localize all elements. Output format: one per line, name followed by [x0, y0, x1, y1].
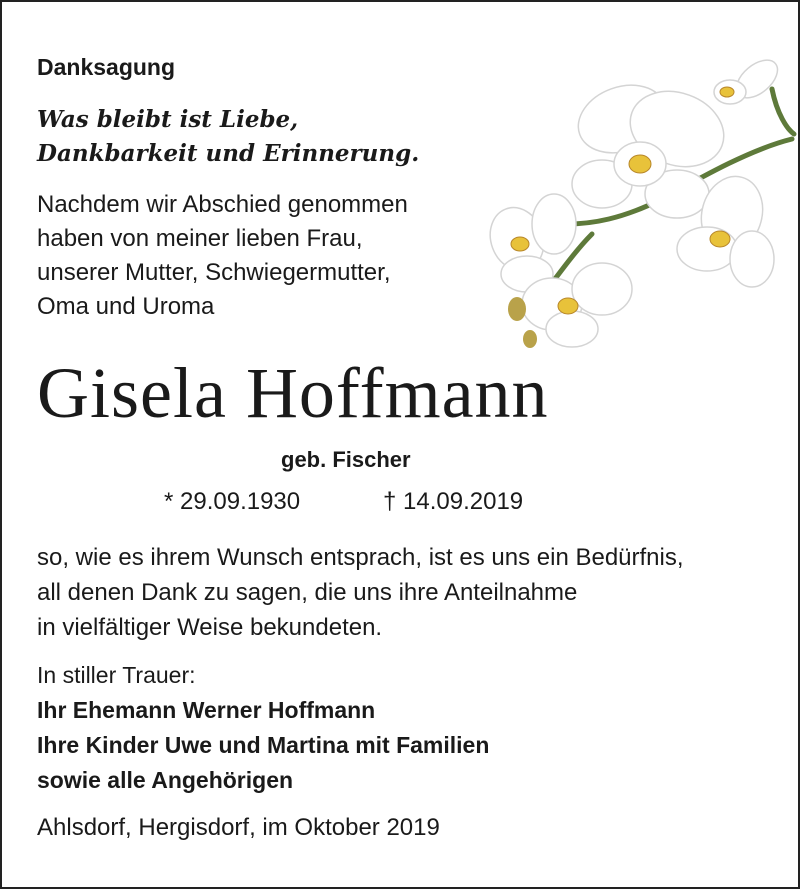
mourning-intro: In stiller Trauer:: [37, 662, 196, 688]
maiden-name: geb. Fischer: [281, 447, 411, 472]
motto-line: Dankbarkeit und Erinnerung.: [37, 140, 420, 167]
mourner-line: Ihr Ehemann Werner Hoffmann: [37, 697, 376, 723]
intro-line: Nachdem wir Abschied genommen: [37, 191, 408, 218]
birth-date: * 29.09.1930: [164, 488, 301, 515]
thanks-line: so, wie es ihrem Wunsch entsprach, ist es uns ein Bedürfnis,: [37, 544, 684, 571]
place-date: Ahlsdorf, Hergisdorf, im Oktober 2019: [37, 814, 440, 841]
thanks-line: in vielfältiger Weise bekundeten.: [37, 614, 383, 641]
mourner-line: Ihre Kinder Uwe und Martina mit Familien: [37, 732, 490, 758]
orchid-flowers-icon: [472, 34, 798, 359]
thanks-text: [37, 540, 684, 645]
death-date: † 14.09.2019: [383, 488, 524, 515]
intro-text: [37, 188, 408, 324]
intro-line: Oma und Uroma: [37, 293, 215, 320]
motto-line: Was bleibt ist Liebe,: [37, 106, 299, 133]
thanks-line: all denen Dank zu sagen, die uns ihre Anteilnahme: [37, 579, 578, 606]
intro-line: unserer Mutter, Schwiegermutter,: [37, 259, 391, 286]
mourner-line: sowie alle Angehörigen: [37, 767, 294, 793]
notice-heading: Danksagung: [37, 54, 176, 80]
intro-line: haben von meiner lieben Frau,: [37, 225, 363, 252]
motto: [37, 103, 419, 171]
mourners-block: [37, 658, 489, 798]
deceased-name: Gisela Hoffmann: [37, 353, 549, 433]
